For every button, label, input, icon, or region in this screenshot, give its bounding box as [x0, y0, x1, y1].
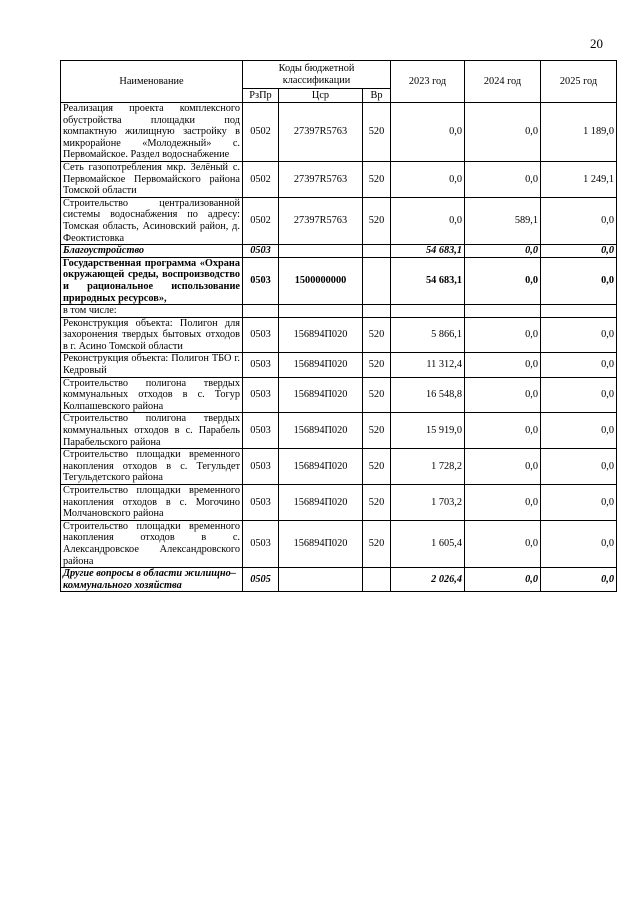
row-name: Реализация проекта комплексного обустройства площадки под компактную жилищную застройку в микрорайоне «Молодежный» с. Первомайское. Раздел водоснабжение	[61, 103, 243, 162]
header-2024: 2024 год	[465, 61, 541, 103]
row-empty	[363, 305, 391, 318]
row-csr: 156894П020	[279, 449, 363, 485]
row-name: Строительство площадки временного накопления отходов в с. Тегульдет Тегульдетского района	[61, 449, 243, 485]
row-2025: 0,0	[541, 485, 617, 521]
row-rzpr: 0502	[243, 161, 279, 197]
row-rzpr: 0505	[243, 568, 279, 592]
row-2024: 0,0	[465, 161, 541, 197]
table-row	[61, 520, 617, 567]
row-vr: 520	[363, 377, 391, 413]
row-2024: 589,1	[465, 197, 541, 244]
program-row	[61, 257, 617, 304]
row-vr: 520	[363, 413, 391, 449]
row-2025: 0,0	[541, 317, 617, 353]
row-vr	[363, 245, 391, 258]
row-2023: 1 605,4	[391, 520, 465, 567]
header-name: Наименование	[61, 61, 243, 103]
table-row	[61, 377, 617, 413]
table-row	[61, 161, 617, 197]
row-2025: 0,0	[541, 568, 617, 592]
row-2023: 0,0	[391, 103, 465, 162]
row-name: Реконструкция объекта: Полигон для захоронения твердых бытовых отходов в г. Асино Томской области	[61, 317, 243, 353]
table-row	[61, 317, 617, 353]
row-name: Другие вопросы в области жилищно–коммунального хозяйства	[61, 568, 243, 592]
row-2023: 54 683,1	[391, 257, 465, 304]
row-name: Благоустройство	[61, 245, 243, 258]
section-row-other-housing	[61, 568, 617, 592]
row-rzpr: 0503	[243, 257, 279, 304]
row-2025: 0,0	[541, 353, 617, 377]
row-2023: 54 683,1	[391, 245, 465, 258]
row-vr: 520	[363, 161, 391, 197]
row-rzpr: 0503	[243, 413, 279, 449]
row-empty	[243, 305, 279, 318]
row-name: Строительство площадки временного накопления отходов в с. Александровское Александровского района	[61, 520, 243, 567]
row-name: Реконструкция объекта: Полигон ТБО г. Кедровый	[61, 353, 243, 377]
header-2025: 2025 год	[541, 61, 617, 103]
row-2025: 0,0	[541, 413, 617, 449]
row-csr: 156894П020	[279, 317, 363, 353]
header-2023: 2023 год	[391, 61, 465, 103]
row-2023: 16 548,8	[391, 377, 465, 413]
table-row	[61, 353, 617, 377]
row-2024: 0,0	[465, 485, 541, 521]
header-codes: Коды бюджетной классификации	[243, 61, 391, 89]
row-2023: 0,0	[391, 197, 465, 244]
row-csr: 156894П020	[279, 413, 363, 449]
row-vr: 520	[363, 449, 391, 485]
row-rzpr: 0503	[243, 449, 279, 485]
row-2025: 0,0	[541, 520, 617, 567]
row-2025: 0,0	[541, 449, 617, 485]
row-2024: 0,0	[465, 568, 541, 592]
row-2025: 0,0	[541, 257, 617, 304]
budget-table	[60, 60, 617, 592]
page-number: 20	[590, 36, 603, 51]
row-csr: 27397R5763	[279, 103, 363, 162]
row-2023: 1 703,2	[391, 485, 465, 521]
row-2025: 0,0	[541, 377, 617, 413]
row-empty	[541, 305, 617, 318]
row-2024: 0,0	[465, 377, 541, 413]
row-vr: 520	[363, 485, 391, 521]
row-rzpr: 0503	[243, 520, 279, 567]
row-2023: 0,0	[391, 161, 465, 197]
row-csr: 156894П020	[279, 377, 363, 413]
row-rzpr: 0503	[243, 377, 279, 413]
row-empty	[465, 305, 541, 318]
row-2024: 0,0	[465, 449, 541, 485]
row-vr: 520	[363, 103, 391, 162]
table-row	[61, 413, 617, 449]
row-name: Строительство полигона твердых коммунальных отходов в с. Парабель Парабельского района	[61, 413, 243, 449]
header-rzpr: РзПр	[243, 89, 279, 103]
row-2024: 0,0	[465, 413, 541, 449]
row-csr: 156894П020	[279, 353, 363, 377]
row-empty	[391, 305, 465, 318]
table-row	[61, 197, 617, 244]
row-vr: 520	[363, 197, 391, 244]
row-name: Строительство площадки временного накопления отходов в с. Могочино Молчановского района	[61, 485, 243, 521]
row-rzpr: 0502	[243, 197, 279, 244]
row-2024: 0,0	[465, 257, 541, 304]
including-row	[61, 305, 617, 318]
row-vr	[363, 568, 391, 592]
row-2025: 0,0	[541, 245, 617, 258]
row-name: Государственная программа «Охрана окружающей среды, воспроизводство и рациональное использование природных ресурсов»,	[61, 257, 243, 304]
header-csr: Цср	[279, 89, 363, 103]
section-row-blagoustroystvo	[61, 245, 617, 258]
row-2024: 0,0	[465, 317, 541, 353]
row-csr: 27397R5763	[279, 197, 363, 244]
row-2025: 1 249,1	[541, 161, 617, 197]
row-2025: 0,0	[541, 197, 617, 244]
row-2023: 1 728,2	[391, 449, 465, 485]
row-rzpr: 0503	[243, 317, 279, 353]
table-row	[61, 103, 617, 162]
header-row	[61, 61, 617, 89]
row-2024: 0,0	[465, 103, 541, 162]
row-csr: 27397R5763	[279, 161, 363, 197]
row-csr: 156894П020	[279, 520, 363, 567]
row-rzpr: 0503	[243, 485, 279, 521]
row-csr: 156894П020	[279, 485, 363, 521]
row-name: Строительство полигона твердых коммунальных отходов в с. Тогур Колпашевского района	[61, 377, 243, 413]
row-rzpr: 0502	[243, 103, 279, 162]
row-empty	[279, 305, 363, 318]
row-2023: 5 866,1	[391, 317, 465, 353]
row-csr: 1500000000	[279, 257, 363, 304]
row-vr: 520	[363, 353, 391, 377]
row-2024: 0,0	[465, 520, 541, 567]
row-name: в том числе:	[61, 305, 243, 318]
row-2024: 0,0	[465, 353, 541, 377]
header-vr: Вр	[363, 89, 391, 103]
row-2024: 0,0	[465, 245, 541, 258]
row-rzpr: 0503	[243, 353, 279, 377]
table-row	[61, 449, 617, 485]
row-name: Сеть газопотребления мкр. Зелёный с. Первомайское Первомайского района Томской области	[61, 161, 243, 197]
row-csr	[279, 245, 363, 258]
row-2023: 15 919,0	[391, 413, 465, 449]
row-csr	[279, 568, 363, 592]
row-2025: 1 189,0	[541, 103, 617, 162]
row-rzpr: 0503	[243, 245, 279, 258]
row-vr: 520	[363, 520, 391, 567]
row-vr: 520	[363, 317, 391, 353]
row-vr	[363, 257, 391, 304]
row-name: Строительство централизованной системы водоснабжения по адресу: Томская область, Асиновский район, д. Феоктистовка	[61, 197, 243, 244]
row-2023: 11 312,4	[391, 353, 465, 377]
table-row	[61, 485, 617, 521]
row-2023: 2 026,4	[391, 568, 465, 592]
